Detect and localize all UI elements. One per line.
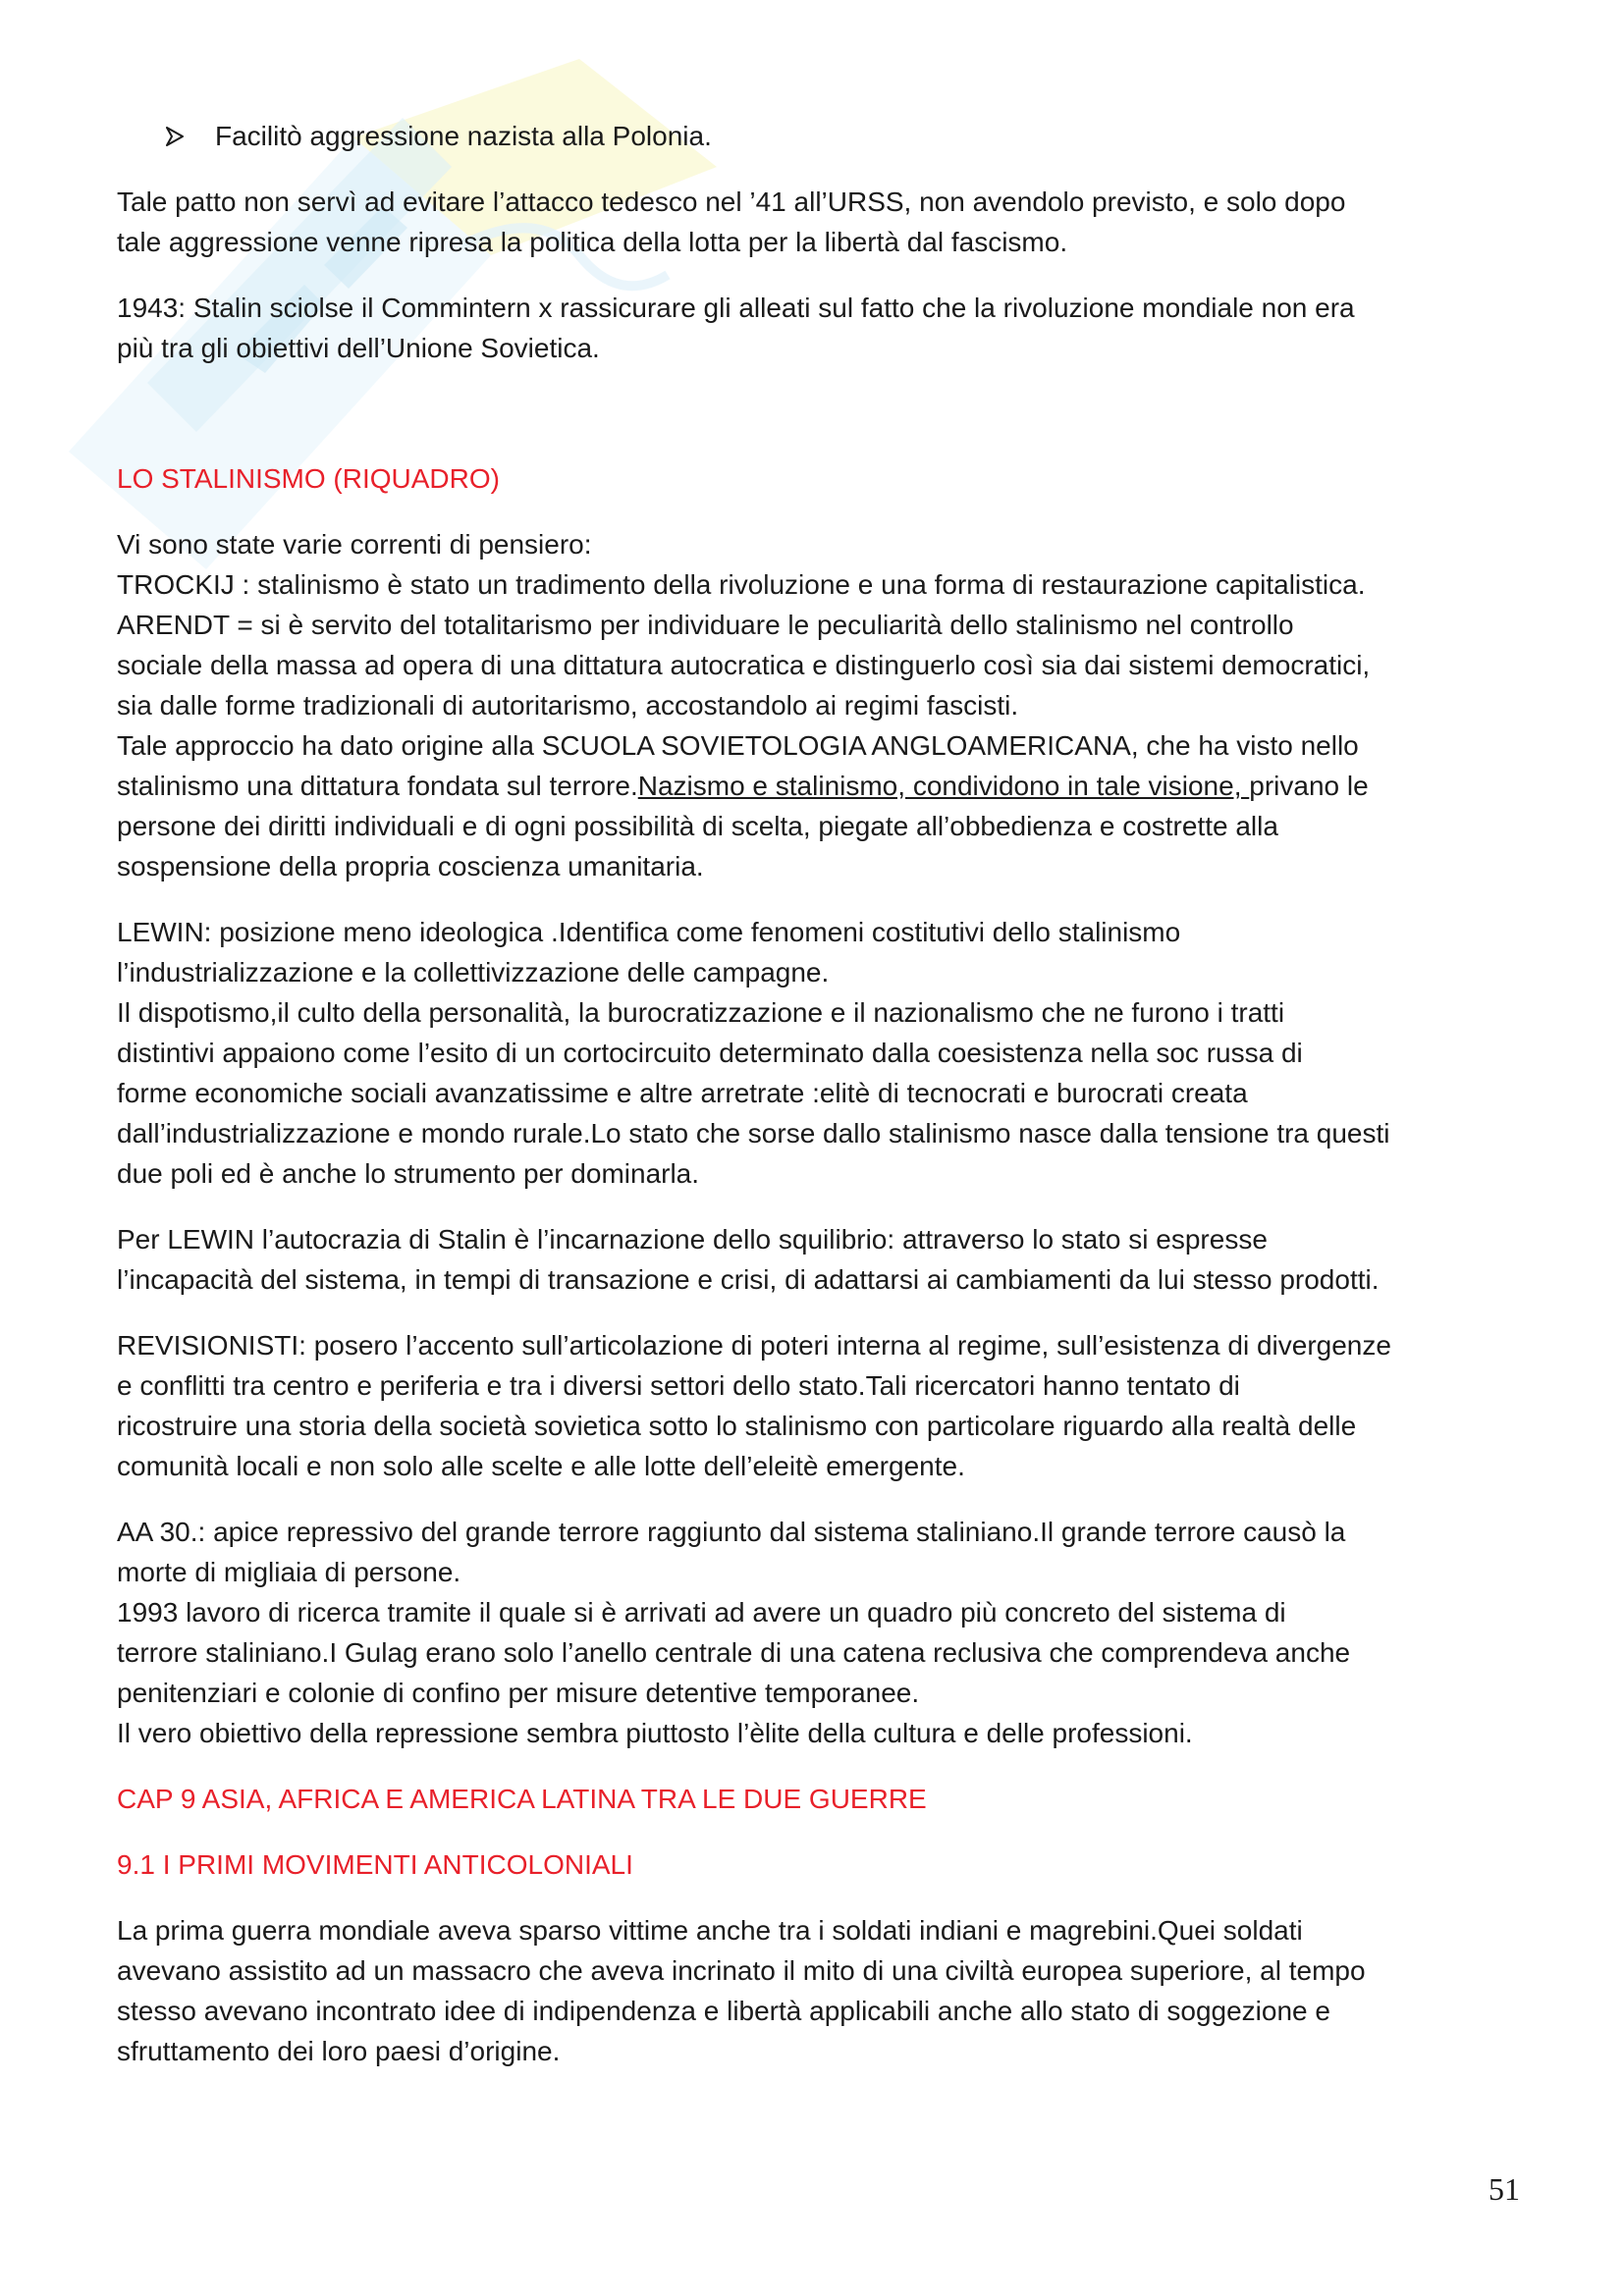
arrowhead-bullet-icon	[166, 127, 184, 146]
paragraph-patto	[117, 182, 1531, 262]
text-line	[117, 766, 1531, 806]
text-line: AA 30.: apice repressivo del grande terrore raggiunto dal sistema staliniano.Il grande terrore causò la	[117, 1517, 1346, 1547]
text-line: morte di migliaia di persone.	[117, 1557, 461, 1587]
text-line: La prima guerra mondiale aveva sparso vittime anche tra i soldati indiani e magrebini.Quei soldati	[117, 1915, 1303, 1946]
text-line: TROCKIJ : stalinismo è stato un tradimento della rivoluzione e una forma di restaurazione capitalistica.	[117, 569, 1366, 600]
text-line: l’industrializzazione e la collettivizzazione delle campagne.	[117, 957, 830, 988]
text-line: stesso avevano incontrato idee di indipendenza e libertà applicabili anche allo stato di soggezione e	[117, 1996, 1330, 2026]
document-page	[117, 116, 1531, 2097]
text-line: comunità locali e non solo alle scelte e alle lotte dell’eleitè emergente.	[117, 1451, 965, 1481]
heading-chapter-9: CAP 9 ASIA, AFRICA E AMERICA LATINA TRA LE DUE GUERRE	[117, 1784, 927, 1814]
text-line: terrore staliniano.I Gulag erano solo l’anello centrale di una catena reclusiva che comprendeva anche	[117, 1637, 1351, 1668]
text-segment: stalinismo una dittatura fondata sul terrore.	[117, 771, 638, 801]
text-line: sfruttamento dei loro paesi d’origine.	[117, 2036, 561, 2066]
bullet-text: Facilitò aggressione nazista alla Polonia.	[215, 121, 712, 151]
text-line: ricostruire una storia della società sovietica sotto lo stalinismo con particolare riguardo alla realtà delle	[117, 1411, 1357, 1441]
underlined-text: Nazismo e stalinismo, condividono in tale visione,	[637, 771, 1250, 801]
paragraph-revisionisti	[117, 1325, 1531, 1486]
text-line: LEWIN: posizione meno ideologica .Identifica come fenomeni costitutivi dello stalinismo	[117, 917, 1181, 947]
text-line: più tra gli obiettivi dell’Unione Sovietica.	[117, 333, 600, 363]
text-line: Tale patto non servì ad evitare l’attacco tedesco nel ’41 all’URSS, non avendolo previsto, e solo dopo	[117, 187, 1346, 217]
paragraph-lewin-autocrazia	[117, 1219, 1531, 1300]
text-line: Per LEWIN l’autocrazia di Stalin è l’incarnazione dello squilibrio: attraverso lo stato si espresse	[117, 1224, 1268, 1255]
text-line: Il vero obiettivo della repressione sembra piuttosto l’èlite della cultura e delle professioni.	[117, 1718, 1193, 1748]
text-line: e conflitti tra centro e periferia e tra i diversi settori dello stato.Tali ricercatori hanno tentato di	[117, 1370, 1240, 1401]
text-segment: privano le	[1249, 771, 1369, 801]
text-line: Tale approccio ha dato origine alla SCUOLA SOVIETOLOGIA ANGLOAMERICANA, che ha visto nello	[117, 730, 1359, 761]
text-line: l’incapacità del sistema, in tempi di transazione e crisi, di adattarsi ai cambiamenti da lui stesso prodotti.	[117, 1264, 1380, 1295]
text-line: REVISIONISTI: posero l’accento sull’articolazione di poteri interna al regime, sull’esistenza di divergenze	[117, 1330, 1391, 1361]
paragraph-1943	[117, 288, 1531, 368]
text-line: dall’industrializzazione e mondo rurale.Lo stato che sorse dallo stalinismo nasce dalla tensione tra questi	[117, 1118, 1390, 1148]
text-line: persone dei diritti individuali e di ogni possibilità di scelta, piegate all’obbedienza e costrette alla	[117, 811, 1278, 841]
page-number: 51	[1489, 2171, 1520, 2207]
text-line: penitenziari e colonie di confino per misure detentive temporanee.	[117, 1678, 920, 1708]
text-line: Vi sono state varie correnti di pensiero:	[117, 529, 592, 560]
heading-stalinismo: LO STALINISMO (RIQUADRO)	[117, 463, 500, 494]
paragraph-correnti	[117, 524, 1531, 886]
paragraph-lewin	[117, 912, 1531, 1194]
text-line: sospensione della propria coscienza umanitaria.	[117, 851, 704, 881]
text-line: sociale della massa ad opera di una dittatura autocratica e distinguerlo così sia dai sistemi democratici,	[117, 650, 1371, 680]
text-line: avevano assistito ad un massacro che aveva incrinato il mito di una civiltà europea superiore, al tempo	[117, 1955, 1366, 1986]
paragraph-prima-guerra	[117, 1910, 1531, 2071]
heading-section-9-1: 9.1 I PRIMI MOVIMENTI ANTICOLONIALI	[117, 1849, 633, 1880]
text-line: tale aggressione venne ripresa la politica della lotta per la libertà dal fascismo.	[117, 227, 1068, 257]
text-line: ARENDT = si è servito del totalitarismo per individuare le peculiarità dello stalinismo nel controllo	[117, 610, 1294, 640]
text-line: sia dalle forme tradizionali di autoritarismo, accostandolo ai regimi fascisti.	[117, 690, 1019, 721]
text-line: forme economiche sociali avanzatissime e altre arretrate :elitè di tecnocrati e burocrati creata	[117, 1078, 1248, 1108]
bullet-item	[166, 116, 1531, 156]
text-line: 1993 lavoro di ricerca tramite il quale si è arrivati ad avere un quadro più concreto del sistema di	[117, 1597, 1286, 1628]
paragraph-aa30	[117, 1512, 1531, 1753]
text-line: distintivi appaiono come l’esito di un cortocircuito determinato dalla coesistenza nella soc russa di	[117, 1038, 1303, 1068]
text-line: 1943: Stalin sciolse il Commintern x rassicurare gli alleati sul fatto che la rivoluzione mondiale non era	[117, 293, 1355, 323]
text-line: Il dispotismo,il culto della personalità, la burocratizzazione e il nazionalismo che ne furono i tratti	[117, 997, 1285, 1028]
text-line: due poli ed è anche lo strumento per dominarla.	[117, 1158, 700, 1189]
